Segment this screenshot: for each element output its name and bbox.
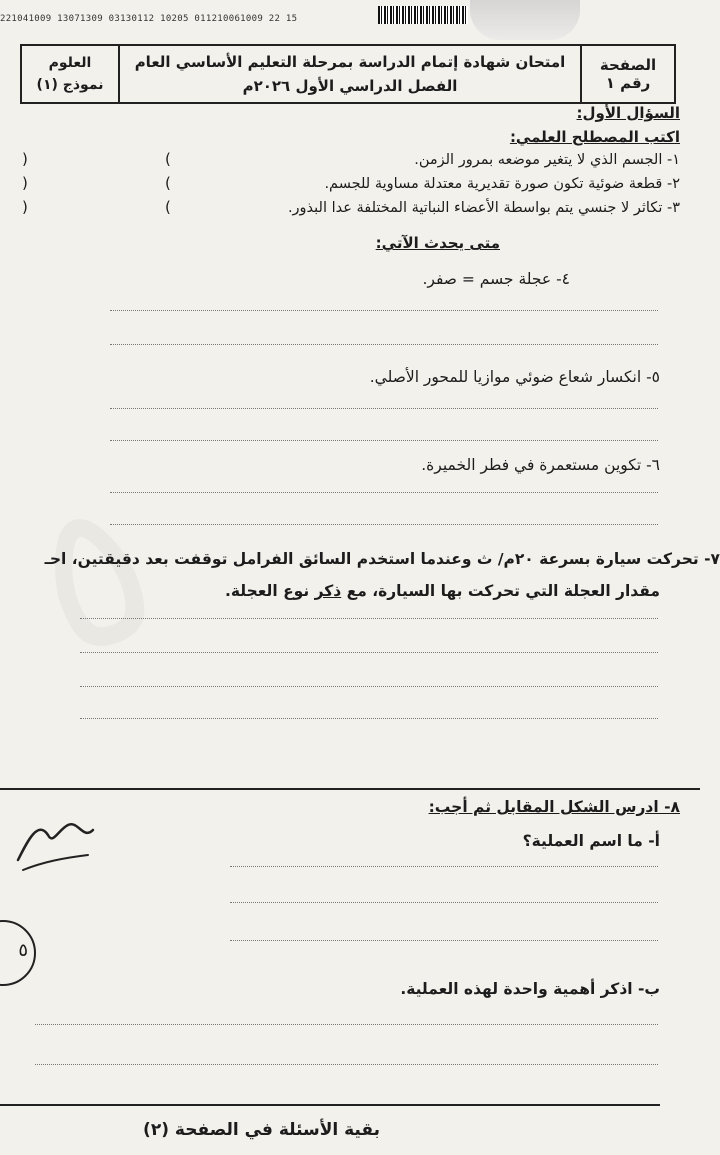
exam-title: امتحان شهادة إتمام الدراسة بمرحلة التعليم الأساسي العام (134, 53, 566, 71)
answer-bracket-close: ) (22, 174, 28, 192)
answer-line (110, 440, 658, 441)
question-8-b: ب- اذكر أهمية واحدة لهذه العملية. (400, 980, 660, 998)
when-item-6: ٦- تكوين مستعمرة في فطر الخميرة. (421, 456, 660, 474)
score-circle-number: ٥ (18, 940, 28, 961)
section-divider (0, 788, 700, 790)
question-1-instruction: اكتب المصطلح العلمي: (509, 128, 680, 146)
page-label: الصفحة (599, 56, 657, 74)
when-heading: متى يحدث الآتي: (375, 234, 500, 252)
exam-title-cell (120, 46, 580, 102)
footer-note: بقية الأسئلة في الصفحة (٢) (143, 1120, 380, 1140)
footer-divider (0, 1104, 660, 1106)
page-number-cell (580, 46, 674, 102)
paper-clip-icon (470, 0, 580, 40)
answer-line (80, 618, 658, 619)
answer-bracket-open: ( (165, 150, 171, 168)
question-7-text: مقدار العجلة التي تحركت بها السيارة، مع (341, 582, 660, 600)
barcode-number: 221041009 13071309 03130112 10205 011210061009 22 15 (0, 14, 298, 24)
subject-name: العلوم (48, 55, 92, 71)
answer-bracket-close: ) (22, 198, 28, 216)
page-number: رقم ١ (605, 74, 651, 92)
question-7-line-1: ٧- تحركت سيارة بسرعة ٢٠م/ ث وعندما استخدم السائق الفرامل توقفت بعد دقيقتين، احـ (44, 550, 720, 568)
answer-line (110, 344, 658, 345)
term-item-3: ٣- تكاثر لا جنسي يتم بواسطة الأعضاء النباتية المختلفة عدا البذور. (287, 200, 680, 216)
subject-cell (22, 46, 120, 102)
answer-line (110, 492, 658, 493)
answer-bracket-open: ( (165, 198, 171, 216)
answer-line (230, 866, 658, 867)
when-item-4: ٤- عجلة جسم = صفر. (422, 270, 570, 288)
watermark (3, 449, 184, 705)
answer-line (80, 718, 658, 719)
model-number: نموذج (١) (36, 77, 104, 93)
question-8-heading: ٨- ادرس الشكل المقابل ثم أجب: (428, 798, 680, 816)
answer-line (110, 524, 658, 525)
exam-term: الفصل الدراسي الأول ٢٠٢٦م (242, 77, 458, 95)
question-7-text-end: نوع العجلة. (225, 582, 315, 600)
answer-line (230, 902, 658, 903)
when-item-5: ٥- انكسار شعاع ضوئي موازيا للمحور الأصلي. (369, 368, 660, 386)
answer-bracket-close: ) (22, 150, 28, 168)
exam-header (20, 44, 676, 104)
answer-line (80, 686, 658, 687)
answer-line (80, 652, 658, 653)
answer-line (230, 940, 658, 941)
score-circle (0, 920, 36, 986)
question-8-a: أ- ما اسم العملية؟ (522, 832, 660, 850)
answer-line (110, 408, 658, 409)
question-7-emphasis: ذكر (314, 582, 342, 600)
handwritten-mark-icon (8, 800, 98, 880)
answer-line (35, 1024, 658, 1025)
answer-line (110, 310, 658, 311)
question-7-line-2 (225, 582, 660, 600)
term-item-1: ١- الجسم الذي لا يتغير موضعه بمرور الزمن. (414, 152, 680, 168)
barcode-icon (378, 6, 468, 24)
answer-line (35, 1064, 658, 1065)
term-item-2: ٢- قطعة ضوئية تكون صورة تقديرية معتدلة مساوية للجسم. (324, 176, 680, 192)
answer-bracket-open: ( (165, 174, 171, 192)
question-1-heading: السؤال الأول: (576, 104, 680, 122)
